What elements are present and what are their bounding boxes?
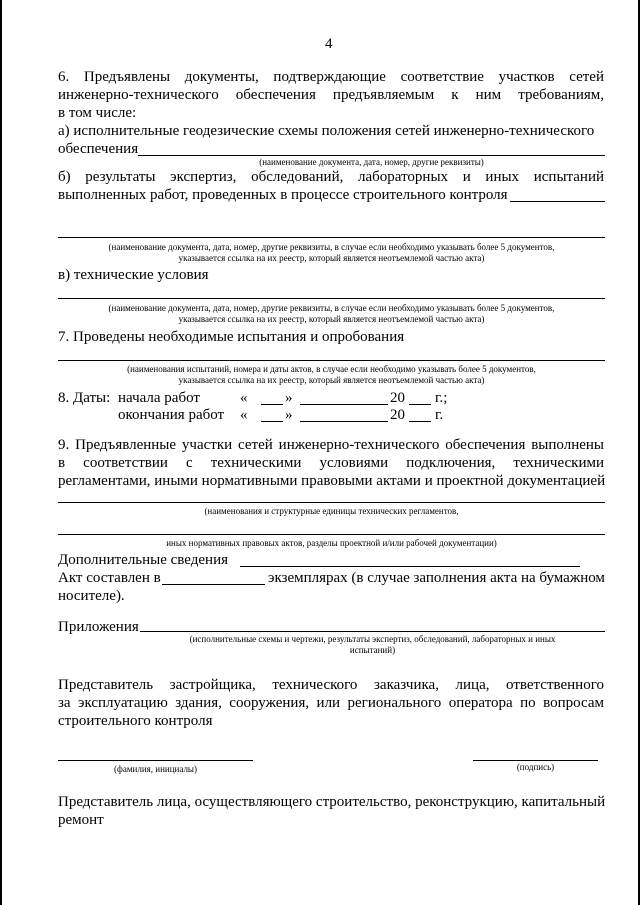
s8-start-year-line: [409, 404, 431, 405]
s6a-line1: а) исполнительные геодезические схемы положения сетей инженерно-технического: [58, 123, 595, 139]
page-number: 4: [325, 36, 333, 52]
rep1-name-line: [58, 760, 253, 761]
s6a-fill-line: [138, 155, 605, 156]
s9-fill-line-1: [58, 502, 605, 503]
attachments-label: Приложения: [58, 619, 139, 635]
attachments-hint-1: (исполнительные схемы и чертежи, результаты экспертиз, обследований, лабораторных и иных: [189, 634, 556, 644]
s6a-line2: обеспечения: [58, 141, 139, 157]
rep1-name-hint: (фамилия, инициалы): [114, 764, 197, 774]
scan-edge-left: [0, 0, 2, 905]
s6a-hint: (наименование документа, дата, номер, другие реквизиты): [259, 157, 484, 167]
s6v-label: в) технические условия: [58, 267, 209, 283]
s6b-hint-1: (наименование документа, дата, номер, другие реквизиты, в случае если необходимо указывать более 5 документов,: [108, 242, 555, 252]
rep2-line1: Представитель лица, осуществляющего строительство, реконструкцию, капитальный: [58, 794, 606, 810]
s6-line3: в том числе:: [58, 105, 137, 121]
act-copies-rest: экземплярах (в случае заполнения акта на бумажном: [268, 570, 605, 586]
s6b-line2: выполненных работ, проведенных в процессе строительного контроля: [58, 187, 508, 203]
act-copies-line2: носителе).: [58, 588, 125, 604]
attachments-hint-2: испытаний): [349, 645, 396, 655]
s8-end-label: окончания работ: [118, 407, 225, 423]
s7-fill-line: [58, 360, 605, 361]
s6-line2: инженерно-технического обеспечения предъявляемым к ним требованиям,: [58, 87, 604, 103]
act-copies-line: [162, 584, 265, 585]
s8-start-label: начала работ: [118, 390, 200, 406]
rep2-line2: ремонт: [58, 812, 104, 828]
s8-end-quote-close: »: [285, 407, 293, 423]
s6b-fill-line-inline: [510, 201, 605, 202]
s6v-hint-1: (наименование документа, дата, номер, другие реквизиты, в случае если необходимо указывать более 5 документов,: [108, 303, 555, 313]
attachments-fill-line: [140, 631, 605, 632]
s8-end-year-line: [409, 421, 431, 422]
s8-end-quote-open: «: [240, 407, 248, 423]
rep1-sign-line: [473, 760, 598, 761]
s6b-line1: б) результаты экспертиз, обследований, лабораторных и иных испытаний: [58, 169, 604, 185]
s9-line1: 9. Предъявленные участки сетей инженерно-технического обеспечения выполнены: [58, 437, 604, 453]
s6v-hint-2: указывается ссылка на их реестр, который является неотъемлемой частью акта): [178, 314, 485, 324]
s8-start-quote-open: «: [240, 390, 248, 406]
s6b-hint-2: указывается ссылка на их реестр, который является неотъемлемой частью акта): [178, 253, 485, 263]
s9-line3: регламентами, иными нормативными правовыми актами и проектной документацией: [58, 473, 606, 489]
rep1-line3: строительного контроля: [58, 713, 213, 729]
rep1-sign-hint: (подпись): [516, 762, 555, 772]
s8-end-g: г.: [435, 407, 444, 423]
s9-hint-1: (наименования и структурные единицы технических регламентов,: [204, 506, 459, 516]
extra-label: Дополнительные сведения: [58, 552, 229, 568]
rep1-line1: Представитель застройщика, технического заказчика, лица, ответственного: [58, 677, 604, 693]
s8-start-month-line: [300, 404, 388, 405]
s6v-fill-line: [58, 298, 605, 299]
s8-start-g: г.;: [435, 390, 448, 406]
s6b-fill-line: [58, 237, 605, 238]
s8-end-month-line: [300, 421, 388, 422]
s8-start-quote-close: »: [285, 390, 293, 406]
s8-end-year: 20: [390, 407, 405, 423]
extra-fill-line: [240, 566, 580, 567]
s8-start-year: 20: [390, 390, 405, 406]
s9-fill-line-2: [58, 534, 605, 535]
act-copies-label: Акт составлен в: [58, 570, 161, 586]
s7-title: 7. Проведены необходимые испытания и опробования: [58, 329, 405, 345]
rep1-line2: за эксплуатацию здания, сооружения, или регионального оператора по вопросам: [58, 695, 604, 711]
s8-label: 8. Даты:: [58, 390, 111, 406]
s8-end-day-line: [261, 421, 283, 422]
s8-start-day-line: [261, 404, 283, 405]
s9-hint-2: иных нормативных правовых актов, разделы проектной и/или рабочей документации): [166, 538, 497, 548]
s6-line1: 6. Предъявлены документы, подтверждающие соответствие участков сетей: [58, 69, 604, 85]
s7-hint-1: (наименования испытаний, номера и даты актов, в случае если необходимо указывать более 5 документов,: [127, 364, 536, 374]
s9-line2: в соответствии с техническими условиями подключения, техническими: [58, 455, 604, 471]
s7-hint-2: указывается ссылка на их реестр, который является неотъемлемой частью акта): [178, 375, 485, 385]
